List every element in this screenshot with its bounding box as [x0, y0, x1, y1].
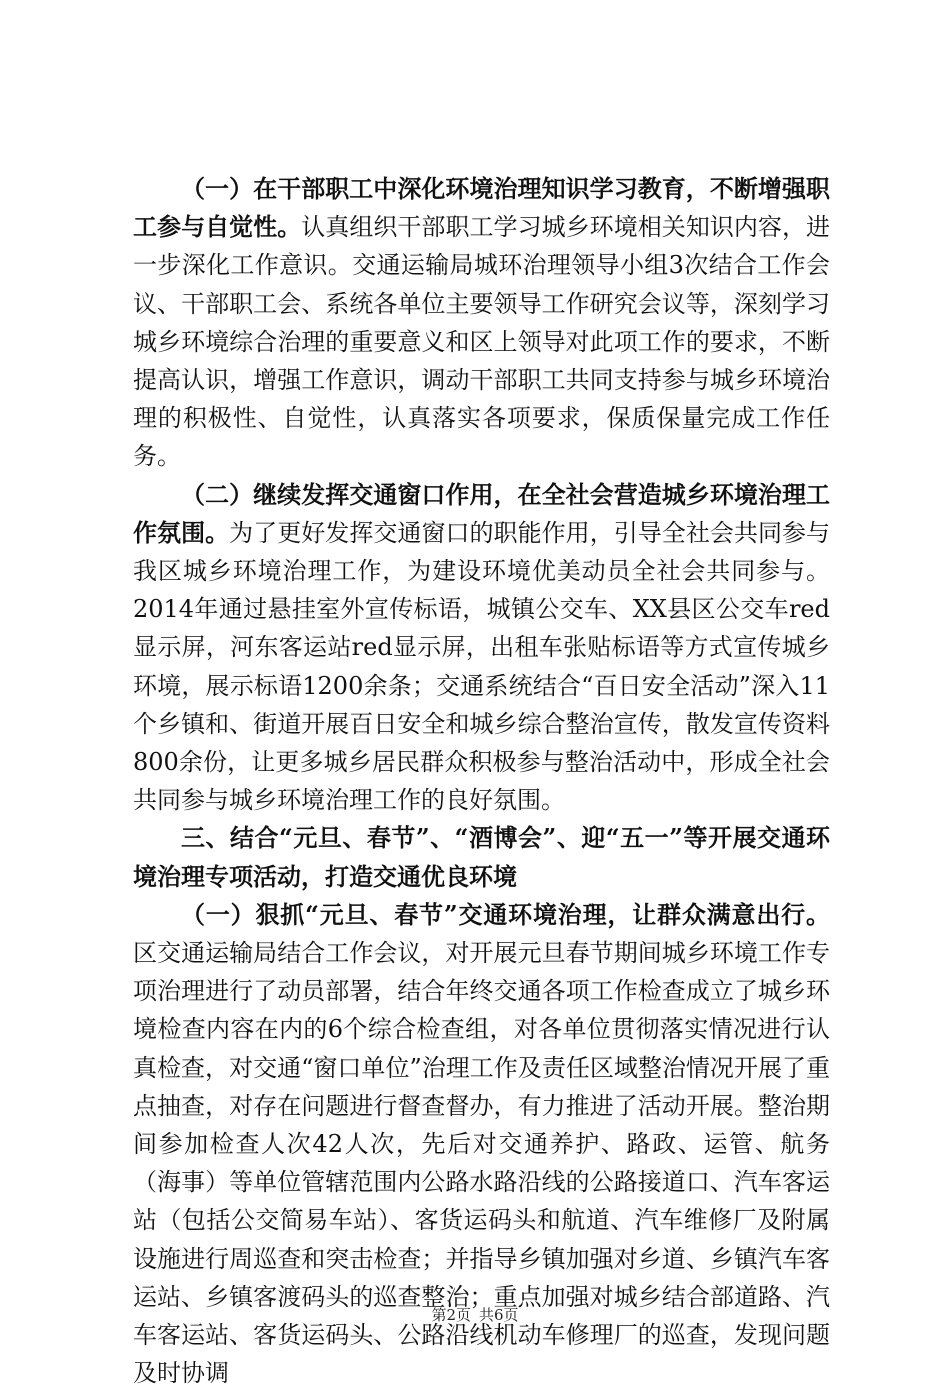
paragraph-2-body: 为了更好发挥交通窗口的职能作用，引导全社会共同参与我区城乡环境治理工作，为建设环境优美动员全社会共同参与。2014年通过悬挂室外宣传标语，城镇公交车、XX县区公交车red显示屏，河东客运站red显示屏，出租车张贴标语等方式宣传城乡环境，展示标语1200余条；交通系统结合“百日安全活动”深入11个乡镇和、街道开展百日安全和城乡综合整治宣传，散发宣传资料800余份，让更多城乡居民群众积极参与整治活动中，形成全社会共同参与城乡环境治理工作的良好氛围。 — [133, 518, 831, 815]
paragraph-1-heading: （一）在干部职工中深化环境治理知识学习教育，不断增强职工参与自觉性。 — [133, 174, 830, 242]
page-footer — [0, 1304, 950, 1325]
section-3-heading-text: 三、结合“元旦、春节”、“酒博会”、迎“五一”等开展交通环境治理专项活动，打造交通优良环境 — [133, 823, 830, 891]
paragraph-1 — [133, 170, 830, 476]
paragraph-1-body: 认真组织干部职工学习城乡环境相关知识内容，进一步深化工作意识。交通运输局城环治理领导小组3次结合工作会议、干部职工会、系统各单位主要领导工作研究会议等，深刻学习城乡环境综合治理的重要意义和区上领导对此项工作的要求，不断提高认识，增强工作意识，调动干部职工共同支持参与城乡环境治理的积极性、自觉性，认真落实各项要求，保质保量完成工作任务。 — [133, 213, 830, 471]
paragraph-2 — [133, 476, 830, 820]
document-body — [133, 170, 830, 1393]
paragraph-3-body: 区交通运输局结合工作会议，对开展元旦春节期间城乡环境工作专项治理进行了动员部署，结合年终交通各项工作检查成立了城乡环境检查内容在内的6个综合检查组，对各单位贯彻落实情况进行认真检查，对交通“窗口单位”治理工作及责任区域整治情况开展了重点抽查，对存在问题进行督查督办，有力推进了活动开展。整治期间参加检查人次42人次，先后对交通养护、路政、运管、航务（海事）等单位管辖范围内公路水路沿线的公路接道口、汽车客运站（包括公交简易车站）、客货运码头和航道、汽车维修厂及附属设施进行周巡查和突击检查；并指导乡镇加强对乡道、乡镇汽车客运站、乡镇客渡码头的巡查整治；重点加强对城乡结合部道路、汽车客运站、客货运码头、公路沿线机动车修理厂的巡查，发现问题及时协调 — [133, 939, 830, 1388]
paragraph-3-heading: （一）狠抓“元旦、春节”交通环境治理，让群众满意出行。 — [181, 899, 830, 929]
page-number: 第2页 — [431, 1306, 471, 1324]
section-3-heading — [133, 819, 830, 895]
paragraph-2-heading: （二）继续发挥交通窗口作用，在全社会营造城乡环境治理工作氛围。 — [133, 479, 830, 547]
page-total: 共6页 — [479, 1306, 519, 1324]
